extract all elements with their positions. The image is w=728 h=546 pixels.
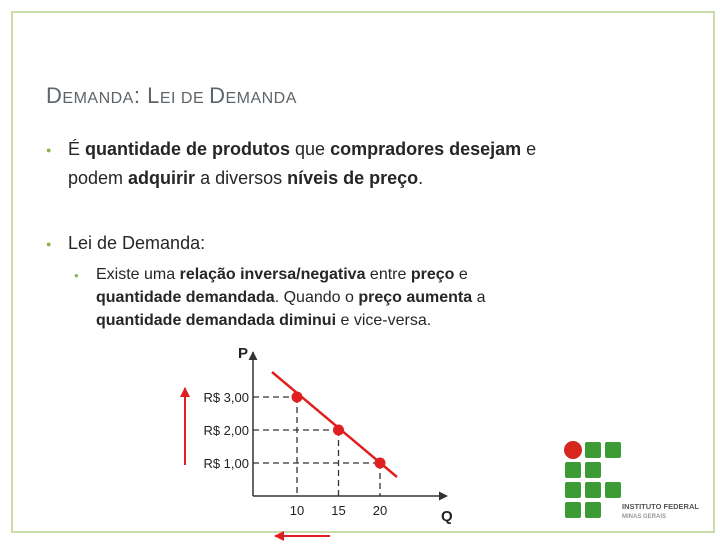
x-tick-label: 15 [331, 503, 346, 518]
logo-square [585, 502, 601, 518]
x-tick-label: 10 [289, 503, 305, 518]
y-tick-label: R$ 1,00 [203, 456, 249, 471]
x-axis-label: Q [441, 508, 453, 525]
y-tick-label: R$ 2,00 [203, 423, 249, 438]
y-tick-label: R$ 3,00 [203, 390, 249, 405]
bullet-marker: ● [46, 145, 52, 155]
logo-red-dot [564, 441, 582, 459]
logo-line2: MINAS GERAIS [622, 514, 667, 520]
bullet-law: Lei de Demanda: [68, 233, 206, 253]
slide-title: DEMANDA: LEI DE DEMANDA [46, 83, 297, 108]
bullet-marker: ● [46, 239, 52, 249]
logo-square [585, 462, 601, 478]
logo-line1: INSTITUTO FEDERAL [622, 502, 699, 511]
logo-square [605, 442, 621, 458]
sub-bullet-marker: ● [74, 271, 79, 280]
logo-square [565, 482, 581, 498]
logo-square [565, 462, 581, 478]
sub-bullet-explanation: Existe uma relação inversa/negativa entre preço e quantidade demandada. Quando o preço aumenta a quantidade demandada diminui e vice-versa. [96, 266, 486, 329]
y-axis-label: P [238, 345, 249, 362]
logo-square [605, 482, 621, 498]
logo-square [585, 482, 601, 498]
x-tick-label: 20 [372, 503, 388, 518]
logo-square [565, 502, 581, 518]
bullet-definition: É quantidade de produtos que compradores desejam e podem adquirir a diversos níveis de preço. [68, 139, 537, 188]
logo-square [585, 442, 601, 458]
